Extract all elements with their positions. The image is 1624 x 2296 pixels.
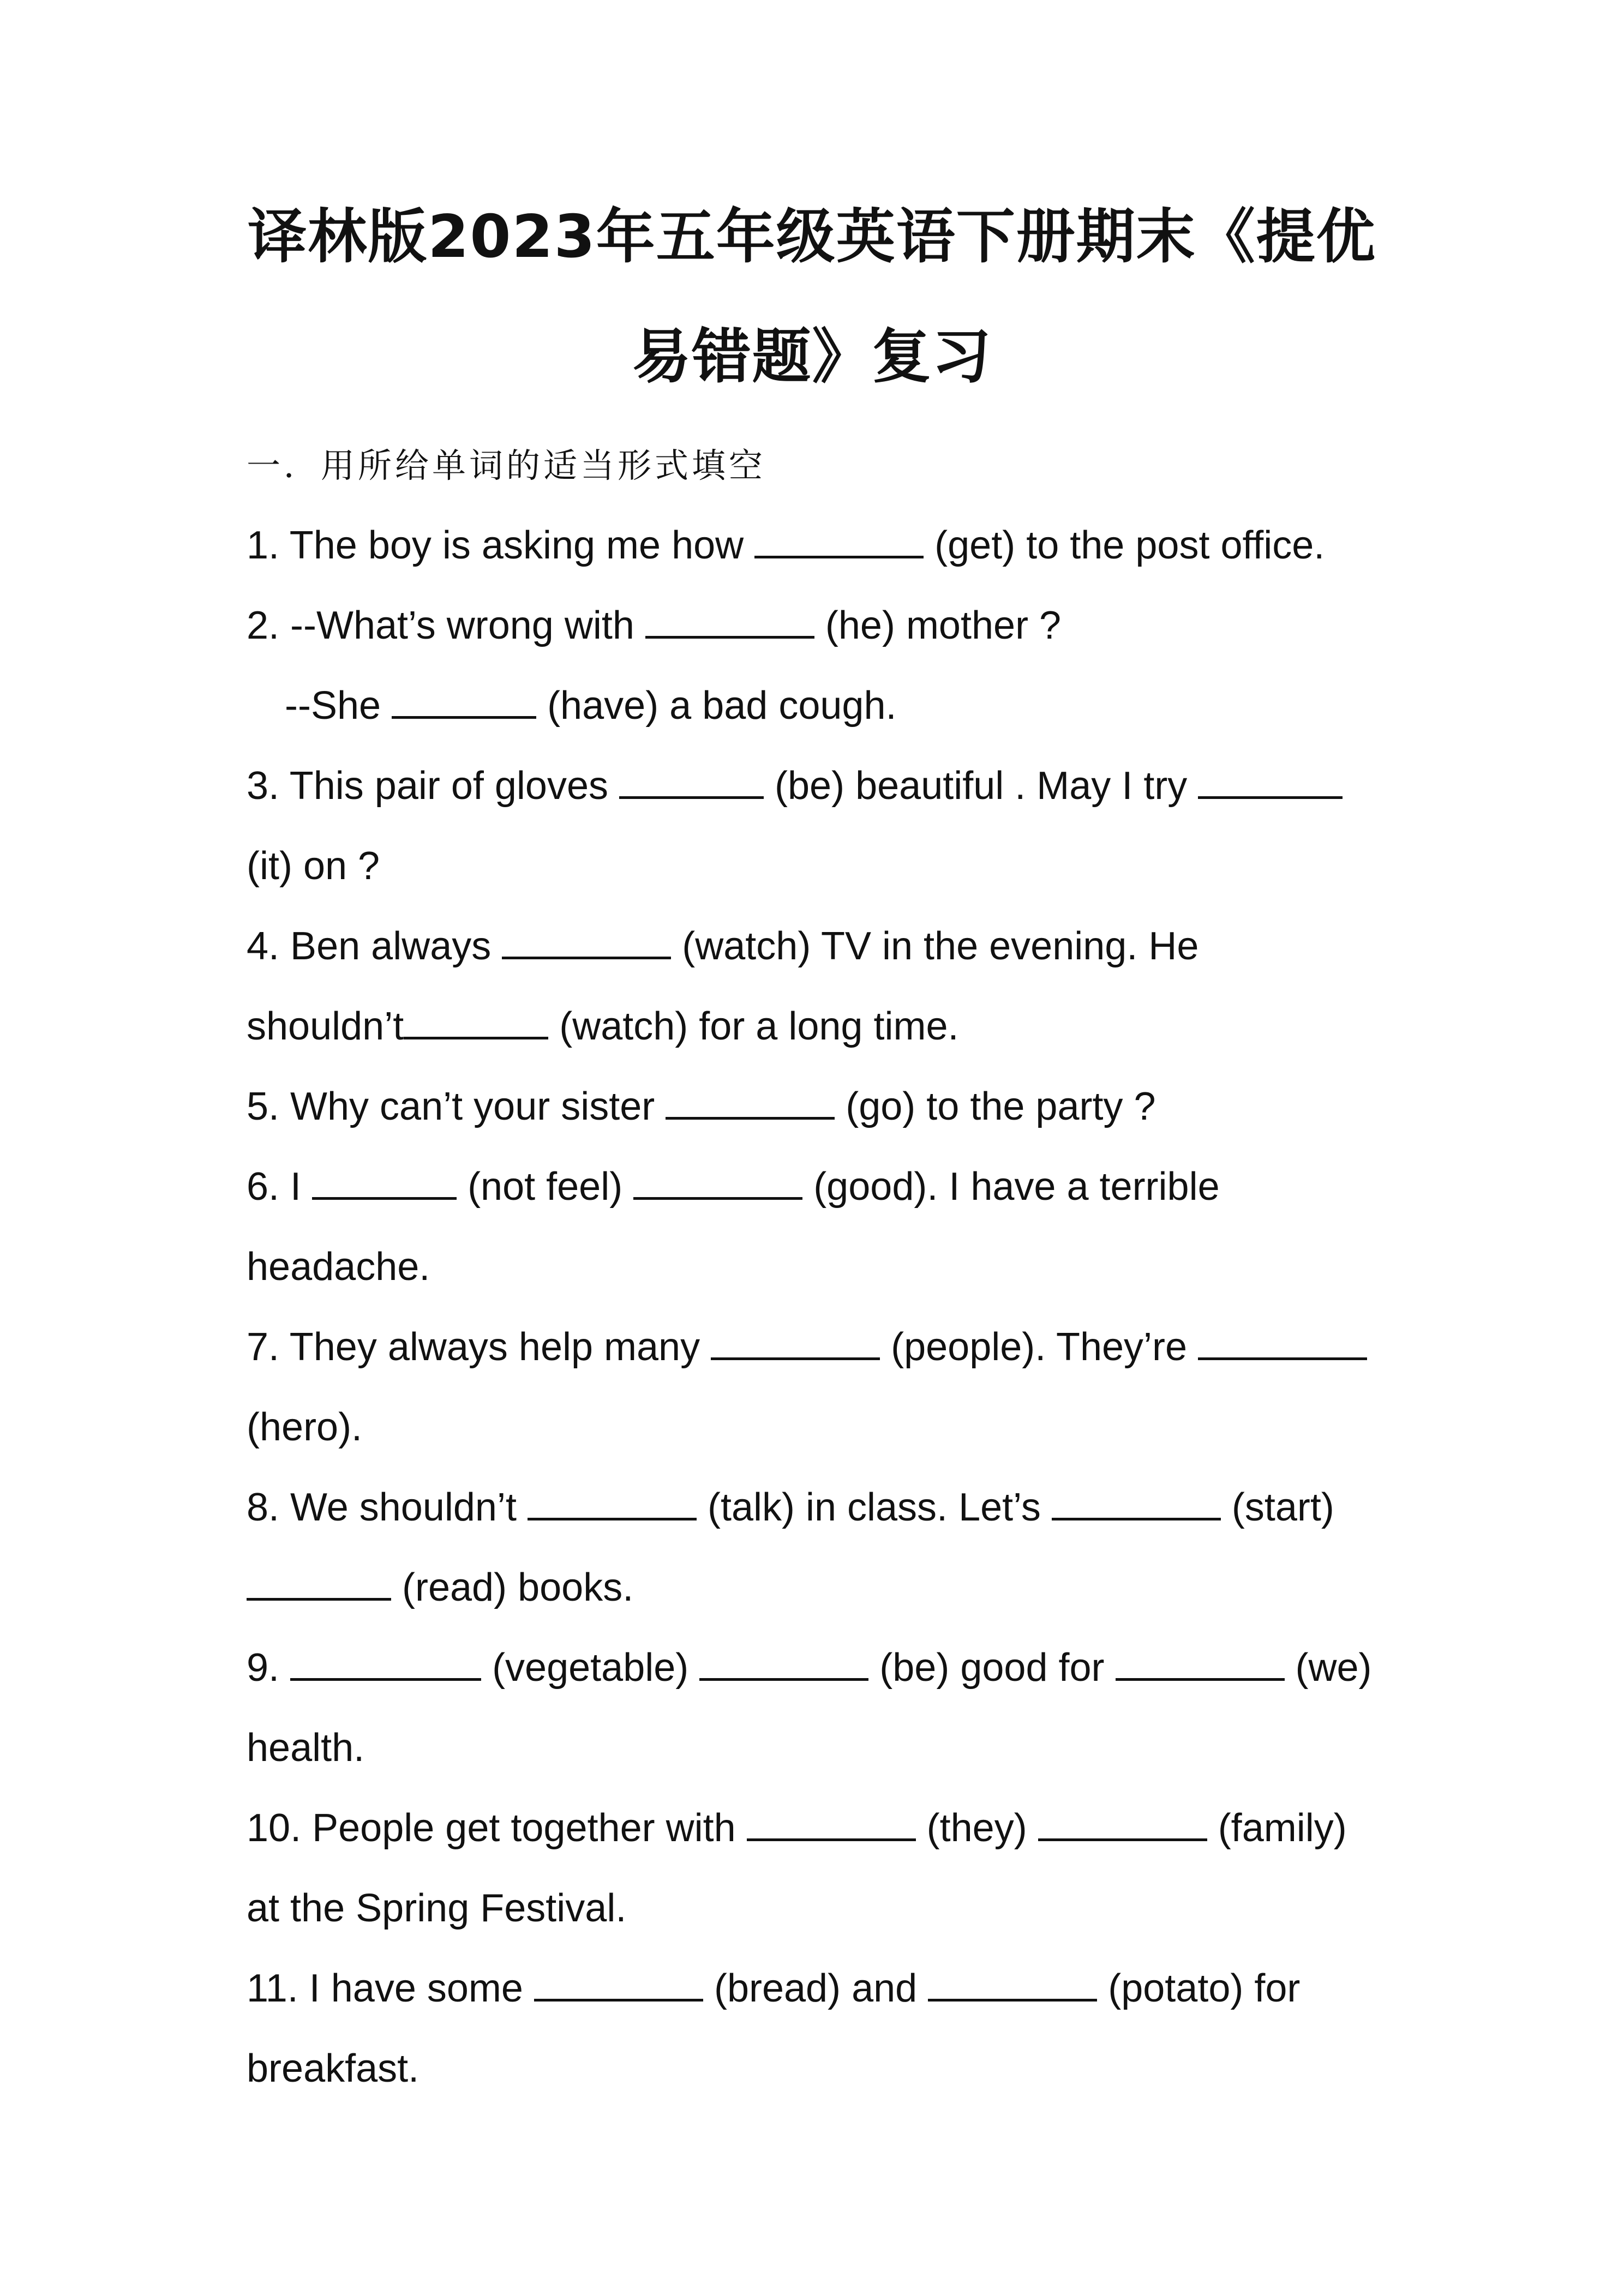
- answer-blank: [1052, 1485, 1221, 1520]
- answer-blank: [534, 1966, 703, 2002]
- question-10-continued: at the Spring Festival.: [247, 1886, 627, 1930]
- question-11: 11. I have some (bread) and (potato) for: [247, 1967, 1301, 2010]
- page-title-continued: 易错题》复习: [632, 323, 992, 391]
- answer-blank: [528, 1485, 697, 1520]
- question-10: 10. People get together with (they) (family): [247, 1806, 1347, 1850]
- question-11-continued: breakfast.: [247, 2047, 420, 2090]
- question-5: 5. Why can’t your sister (go) to the party ?: [247, 1085, 1156, 1128]
- answer-blank: [633, 1164, 802, 1200]
- answer-blank: [645, 603, 814, 639]
- question-4: 4. Ben always (watch) TV in the evening. He: [247, 924, 1199, 968]
- exercise-body: [247, 425, 1387, 2109]
- answer-blank: [247, 1565, 391, 1601]
- answer-blank: [699, 1645, 868, 1681]
- question-3: 3. This pair of gloves (be) beautiful . May I try: [247, 746, 1387, 826]
- question-7-continued: (hero).: [247, 1405, 363, 1449]
- answer-blank: [1038, 1806, 1207, 1841]
- answer-blank: [290, 1645, 481, 1681]
- question-8: 8. We shouldn’t (talk) in class. Let’s (start): [247, 1486, 1334, 1529]
- answer-blank: [1116, 1645, 1285, 1681]
- answer-blank: [502, 924, 671, 959]
- question-3-continued: (it) on ?: [247, 844, 380, 888]
- answer-blank: [747, 1806, 916, 1841]
- section-heading: 一．用所给单词的适当形式填空: [247, 446, 766, 485]
- question-2-answer-line: --She (have) a bad cough.: [285, 684, 897, 728]
- question-9-continued: health.: [247, 1726, 365, 1770]
- answer-blank: [619, 764, 764, 799]
- question-7: 7. They always help many (people). They’re: [247, 1307, 1387, 1387]
- answer-blank: [666, 1084, 835, 1120]
- answer-blank: [928, 1966, 1097, 2002]
- answer-blank: [754, 523, 924, 558]
- question-2: 2. --What’s wrong with (he) mother ?: [247, 604, 1062, 647]
- question-6-continued: headache.: [247, 1245, 430, 1289]
- answer-blank: [1198, 1325, 1367, 1360]
- answer-blank: [392, 683, 536, 719]
- question-6: 6. I (not feel) (good). I have a terrible: [247, 1165, 1220, 1209]
- question-4-continued: shouldn’t (watch) for a long time.: [247, 1005, 959, 1048]
- question-1: 1. The boy is asking me how (get) to the post office.: [247, 524, 1325, 567]
- answer-blank: [312, 1164, 457, 1200]
- answer-blank: [1198, 764, 1343, 799]
- question-9: 9. (vegetable) (be) good for (we): [247, 1646, 1372, 1690]
- answer-blank: [404, 1004, 548, 1039]
- answer-blank: [711, 1325, 880, 1360]
- question-8-continued: (read) books.: [247, 1548, 1387, 1628]
- page-title: 译林版2023年五年级英语下册期末《提优: [248, 203, 1376, 271]
